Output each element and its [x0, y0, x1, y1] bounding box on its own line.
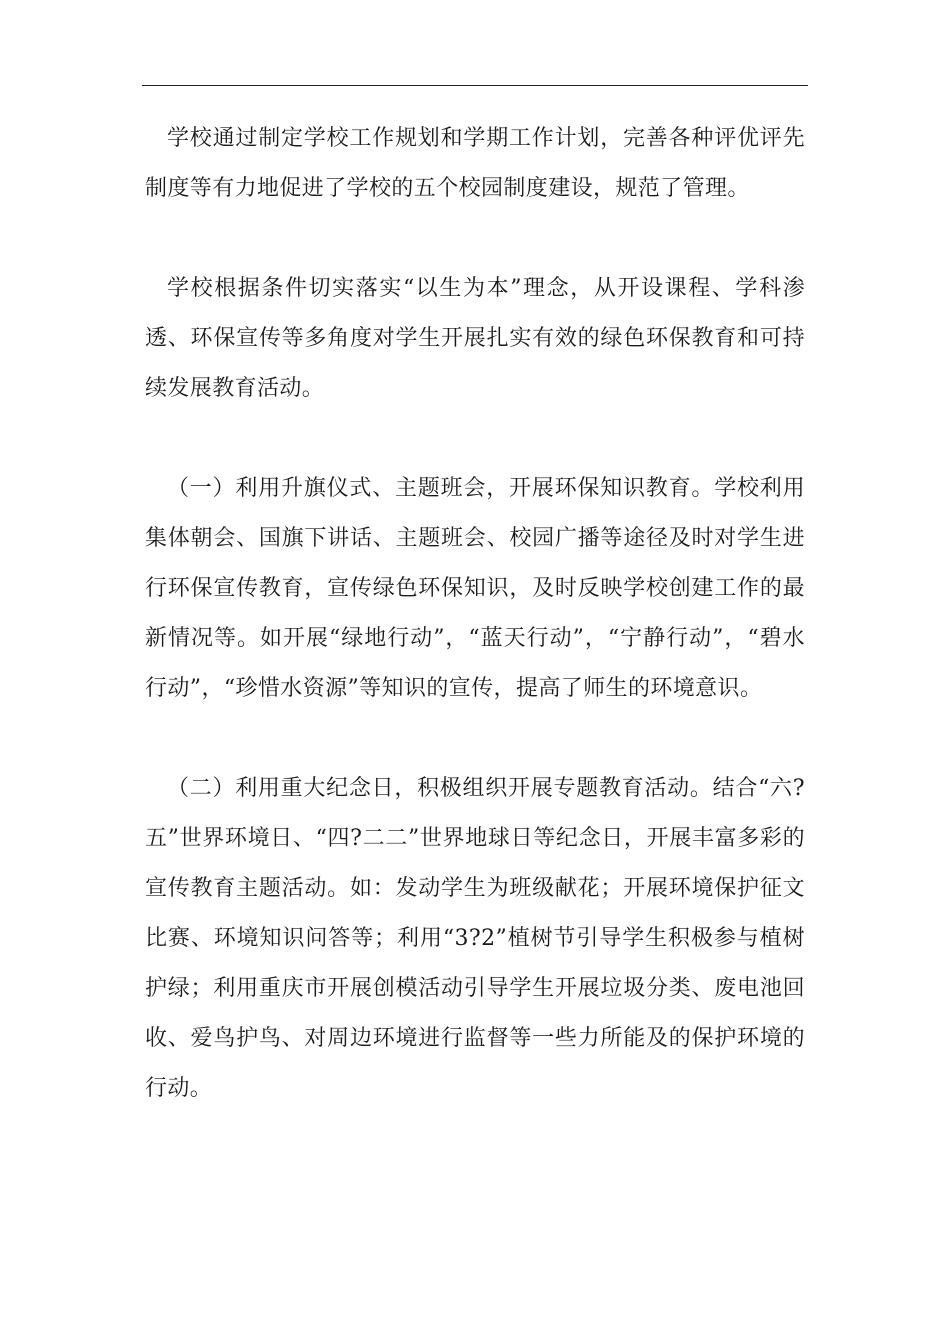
document-body	[145, 114, 805, 1114]
paragraph-flag-ceremony: （一）利用升旗仪式、主题班会，开展环保知识教育。学校利用集体朝会、国旗下讲话、主题班会、校园广播等途径及时对学生进行环保宣传教育，宣传绿色环保知识，及时反映学校创建工作的最新情况等。如开展“绿地行动”，“蓝天行动”，“宁静行动”，“碧水行动”，“珍惜水资源”等知识的宣传，提高了师生的环境意识。	[145, 476, 805, 701]
paragraph-memorial-days: （二）利用重大纪念日，积极组织开展专题教育活动。结合“六?五”世界环境日、“四?二二”世界地球日等纪念日，开展丰富多彩的宣传教育主题活动。如：发动学生为班级献花；开展环境保护征文比赛、环境知识问答等；利用“3?2”植树节引导学生积极参与植树护绿；利用重庆市开展创模活动引导学生开展垃圾分类、废电池回收、爱鸟护鸟、对周边环境进行监督等一些力所能及的保护环境的行动。	[145, 776, 805, 1101]
paragraph-planning: 学校通过制定学校工作规划和学期工作计划，完善各种评优评先制度等有力地促进了学校的五个校园制度建设，规范了管理。	[145, 126, 805, 201]
paragraph-green-education: 学校根据条件切实落实“以生为本”理念，从开设课程、学科渗透、环保宣传等多角度对学生开展扎实有效的绿色环保教育和可持续发展教育活动。	[145, 276, 805, 401]
paragraph-spacer	[145, 714, 805, 764]
paragraph-spacer	[145, 414, 805, 464]
header-rule	[142, 85, 808, 86]
paragraph-spacer	[145, 214, 805, 264]
